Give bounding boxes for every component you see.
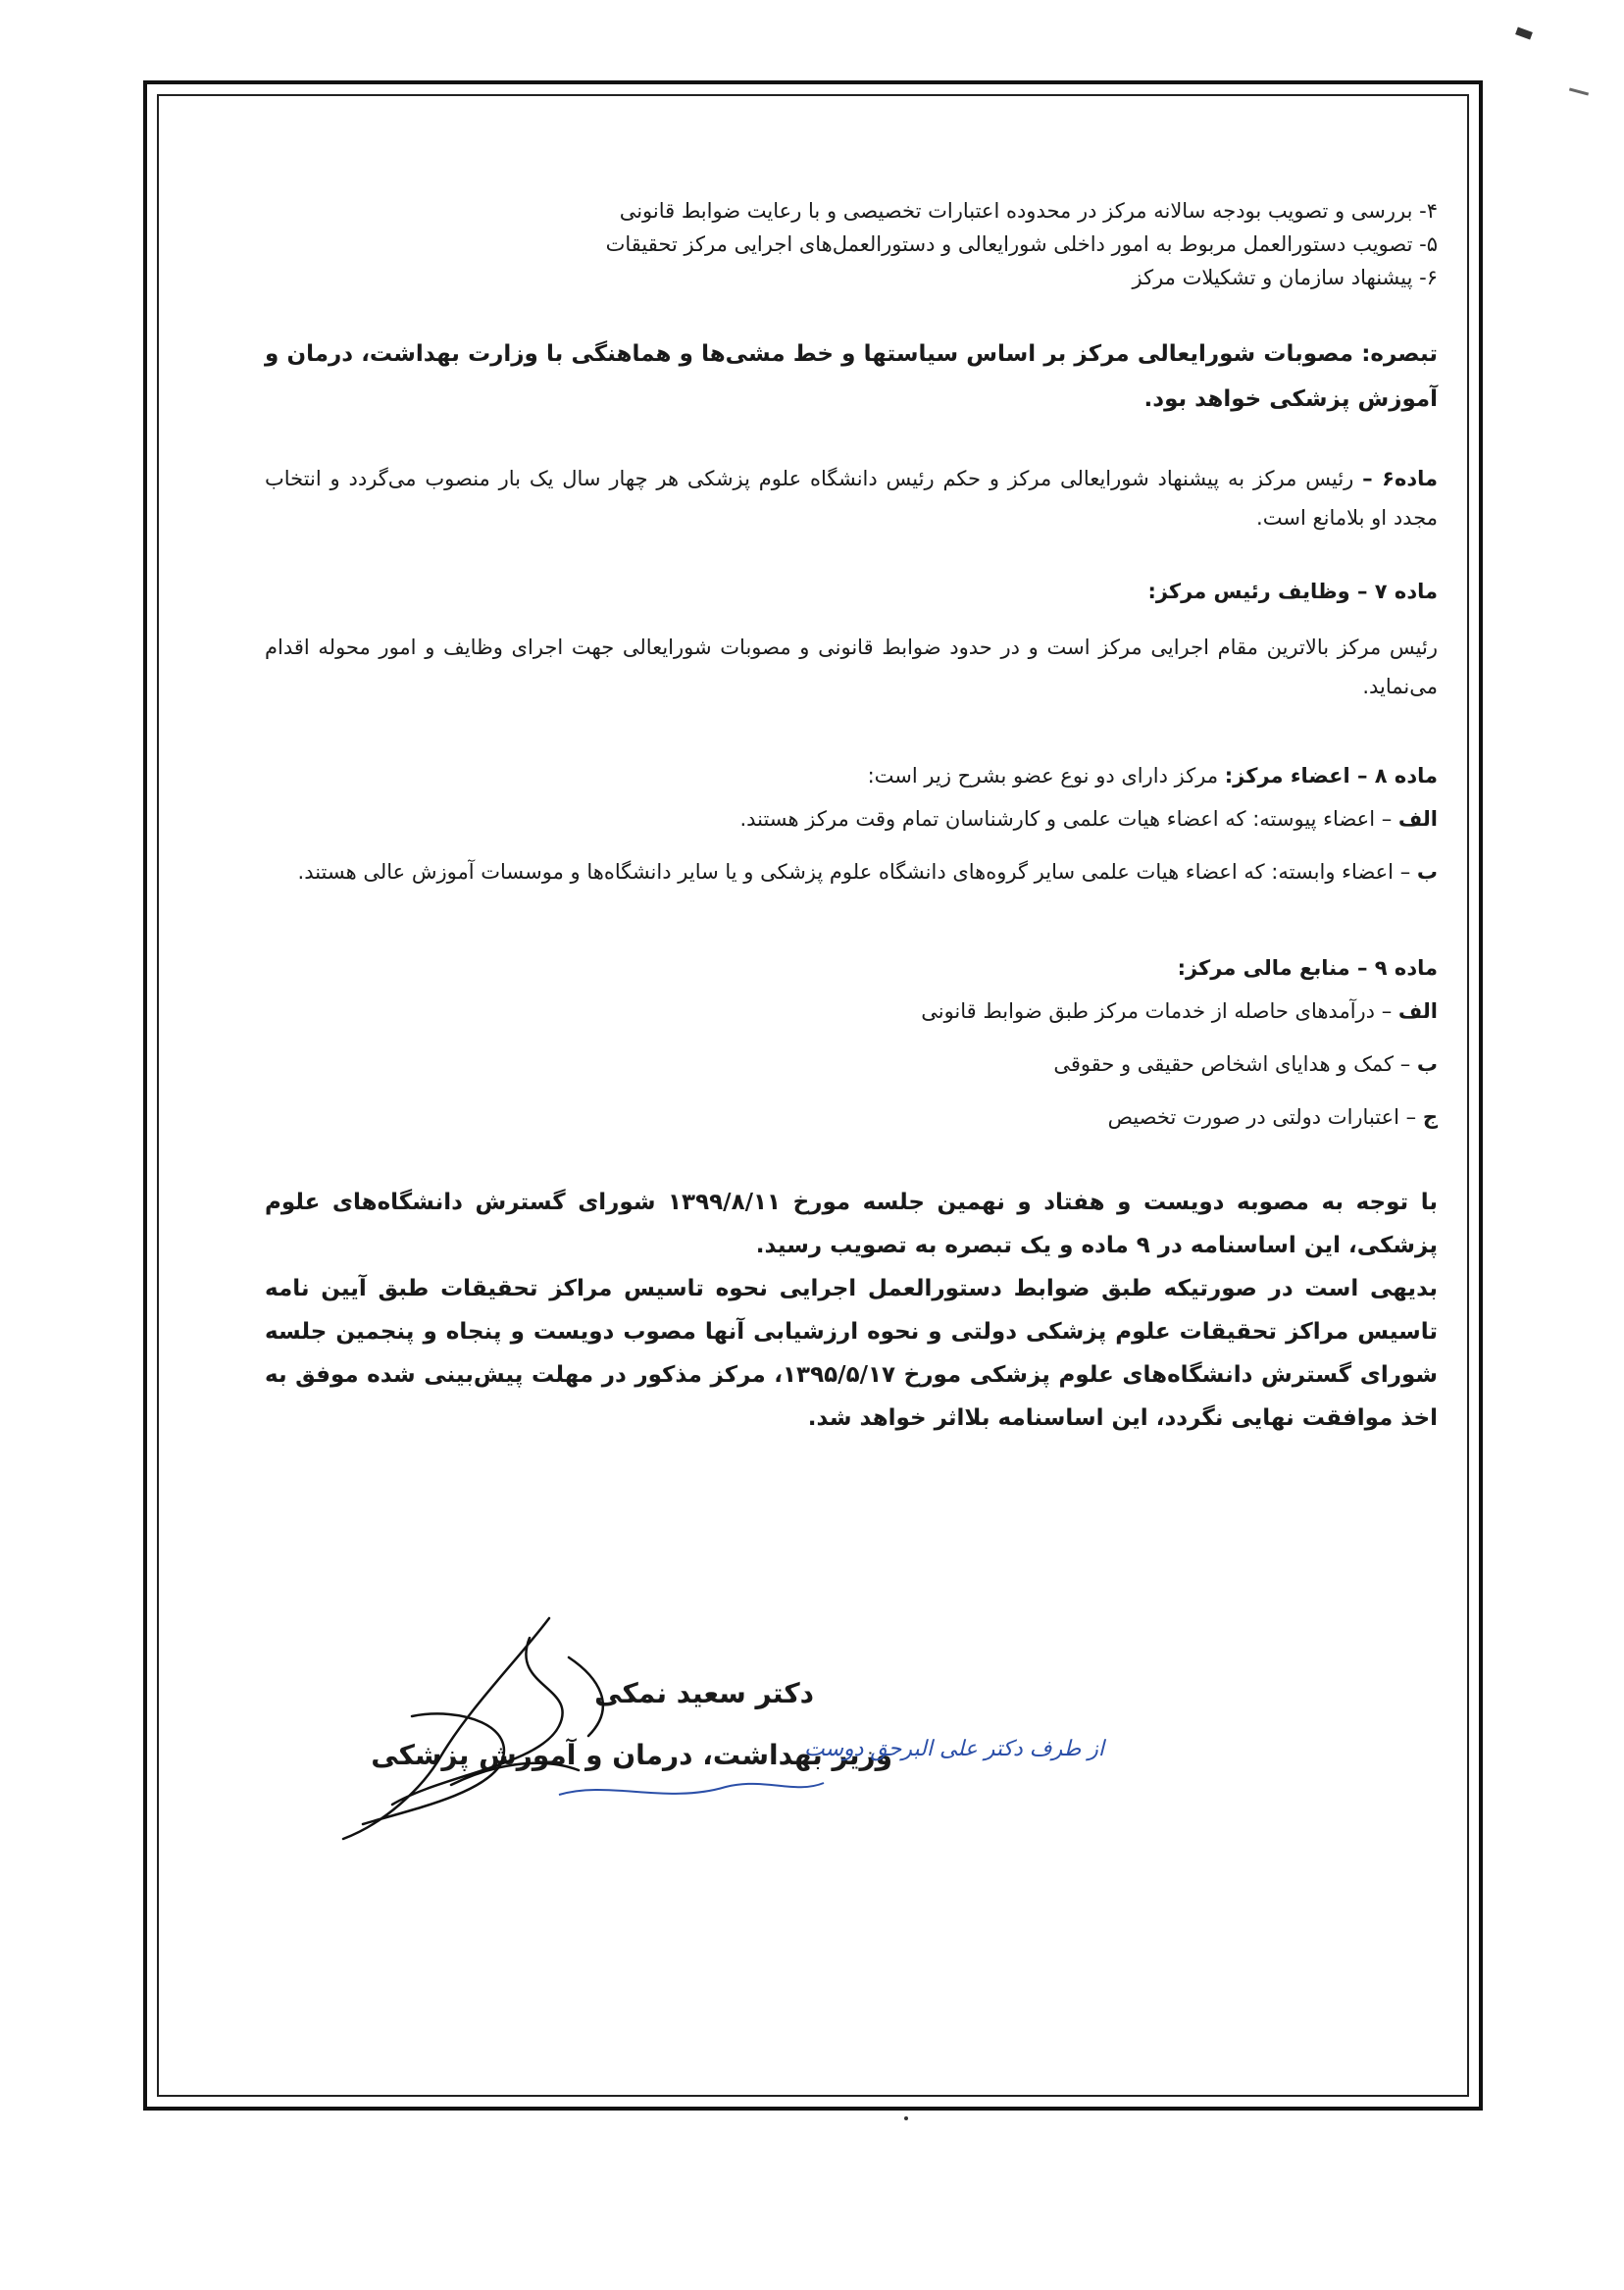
article-8-heading-line (265, 759, 1438, 792)
handwritten-annotation (549, 1726, 1104, 1834)
list-item: الف – درآمدهای حاصله از خدمات مرکز طبق ضوابط قانونی (921, 999, 1438, 1023)
article-8-heading: ماده ۸ – اعضاء مرکز: (1224, 764, 1438, 788)
scan-speck (1569, 87, 1589, 95)
list-item: ب – اعضاء وابسته: که اعضاء هیات علمی سایر گروه‌های دانشگاه علوم پزشکی و یا سایر دانشگاه‌ها و موسسات آموزش عالی هستند. (297, 860, 1438, 884)
closing-paragraph: بدیهی است در صورتیکه طبق ضوابط دستورالعمل اجرایی نحوه تاسیس مراکز تحقیقات طبق آیین نامه تاسیس مراکز تحقیقات علوم پزشکی دولتی و نحوه ارزشیابی آنها مصوب دویست و پنجاه و پنجمین جلسه شورای گسترش دانشگاه‌های علوم پزشکی مورخ ۱۳۹۵/۵/۱۷، مرکز مذکور در مهلت پیش‌بینی شده موفق به اخذ موافقت نهایی نگردد، این اساسنامه بلااثر خواهد شد. (265, 1276, 1438, 1431)
list-item: ۶- پیشنهاد سازمان و تشکیلات مرکز (1132, 266, 1438, 289)
article-6-text: رئیس مرکز به پیشنهاد شورایعالی مرکز و حکم رئیس دانشگاه علوم پزشکی هر چهار سال یک بار منصوب می‌گردد و انتخاب مجدد او بلامانع است. (265, 467, 1438, 530)
scan-speck (904, 2116, 908, 2120)
closing-paragraph: با توجه به مصوبه دویست و هفتاد و نهمین جلسه مورخ ۱۳۹۹/۸/۱۱ شورای گسترش دانشگاه‌های علوم پزشکی، این اساسنامه در ۹ ماده و یک تبصره به تصویب رسید. (265, 1190, 1438, 1258)
article-6 (265, 459, 1438, 537)
article-6-label: ماده۶ – (1362, 467, 1438, 490)
signatory-name: دکتر سعید نمکی (594, 1677, 814, 1709)
scan-speck (1515, 27, 1533, 40)
document-body (265, 194, 1438, 1440)
list-item: ج – اعتبارات دولتی در صورت تخصیص (1107, 1105, 1438, 1129)
handwritten-annotation-text: از طرف دکتر علی البرحق دوست (804, 1737, 1104, 1761)
list-item: الف – اعضاء پیوسته: که اعضاء هیات علمی و کارشناسان تمام وقت مرکز هستند. (739, 807, 1438, 831)
signatory-title: وزیر بهداشت، درمان و آموزش پزشکی (371, 1739, 892, 1771)
article-8-intro: مرکز دارای دو نوع عضو بشرح زیر است: (867, 764, 1219, 788)
list-item: ۴- بررسی و تصویب بودجه سالانه مرکز در محدوده اعتبارات تخصیصی و با رعایت ضوابط قانونی (619, 199, 1438, 223)
note-paragraph: تبصره: مصوبات شورایعالی مرکز بر اساس سیاستها و خط مشی‌ها و هماهنگی با وزارت بهداشت، درمان و آموزش پزشکی خواهد بود. (265, 341, 1438, 412)
list-item: ۵- تصویب دستورالعمل مربوط به امور داخلی شورایعالی و دستورالعمل‌های اجرایی مرکز تحقیقات (605, 232, 1438, 256)
article-7-text: رئیس مرکز بالاترین مقام اجرایی مرکز است و در حدود ضوابط قانونی و مصوبات شورایعالی جهت اجرای وظایف و امور محوله اقدام می‌نماید. (265, 636, 1438, 698)
article-9-heading: ماده ۹ – منابع مالی مرکز: (1177, 956, 1438, 980)
article-7-heading: ماده ۷ – وظایف رئیس مرکز: (1147, 580, 1438, 603)
list-item: ب – کمک و هدایای اشخاص حقیقی و حقوقی (1053, 1052, 1438, 1076)
